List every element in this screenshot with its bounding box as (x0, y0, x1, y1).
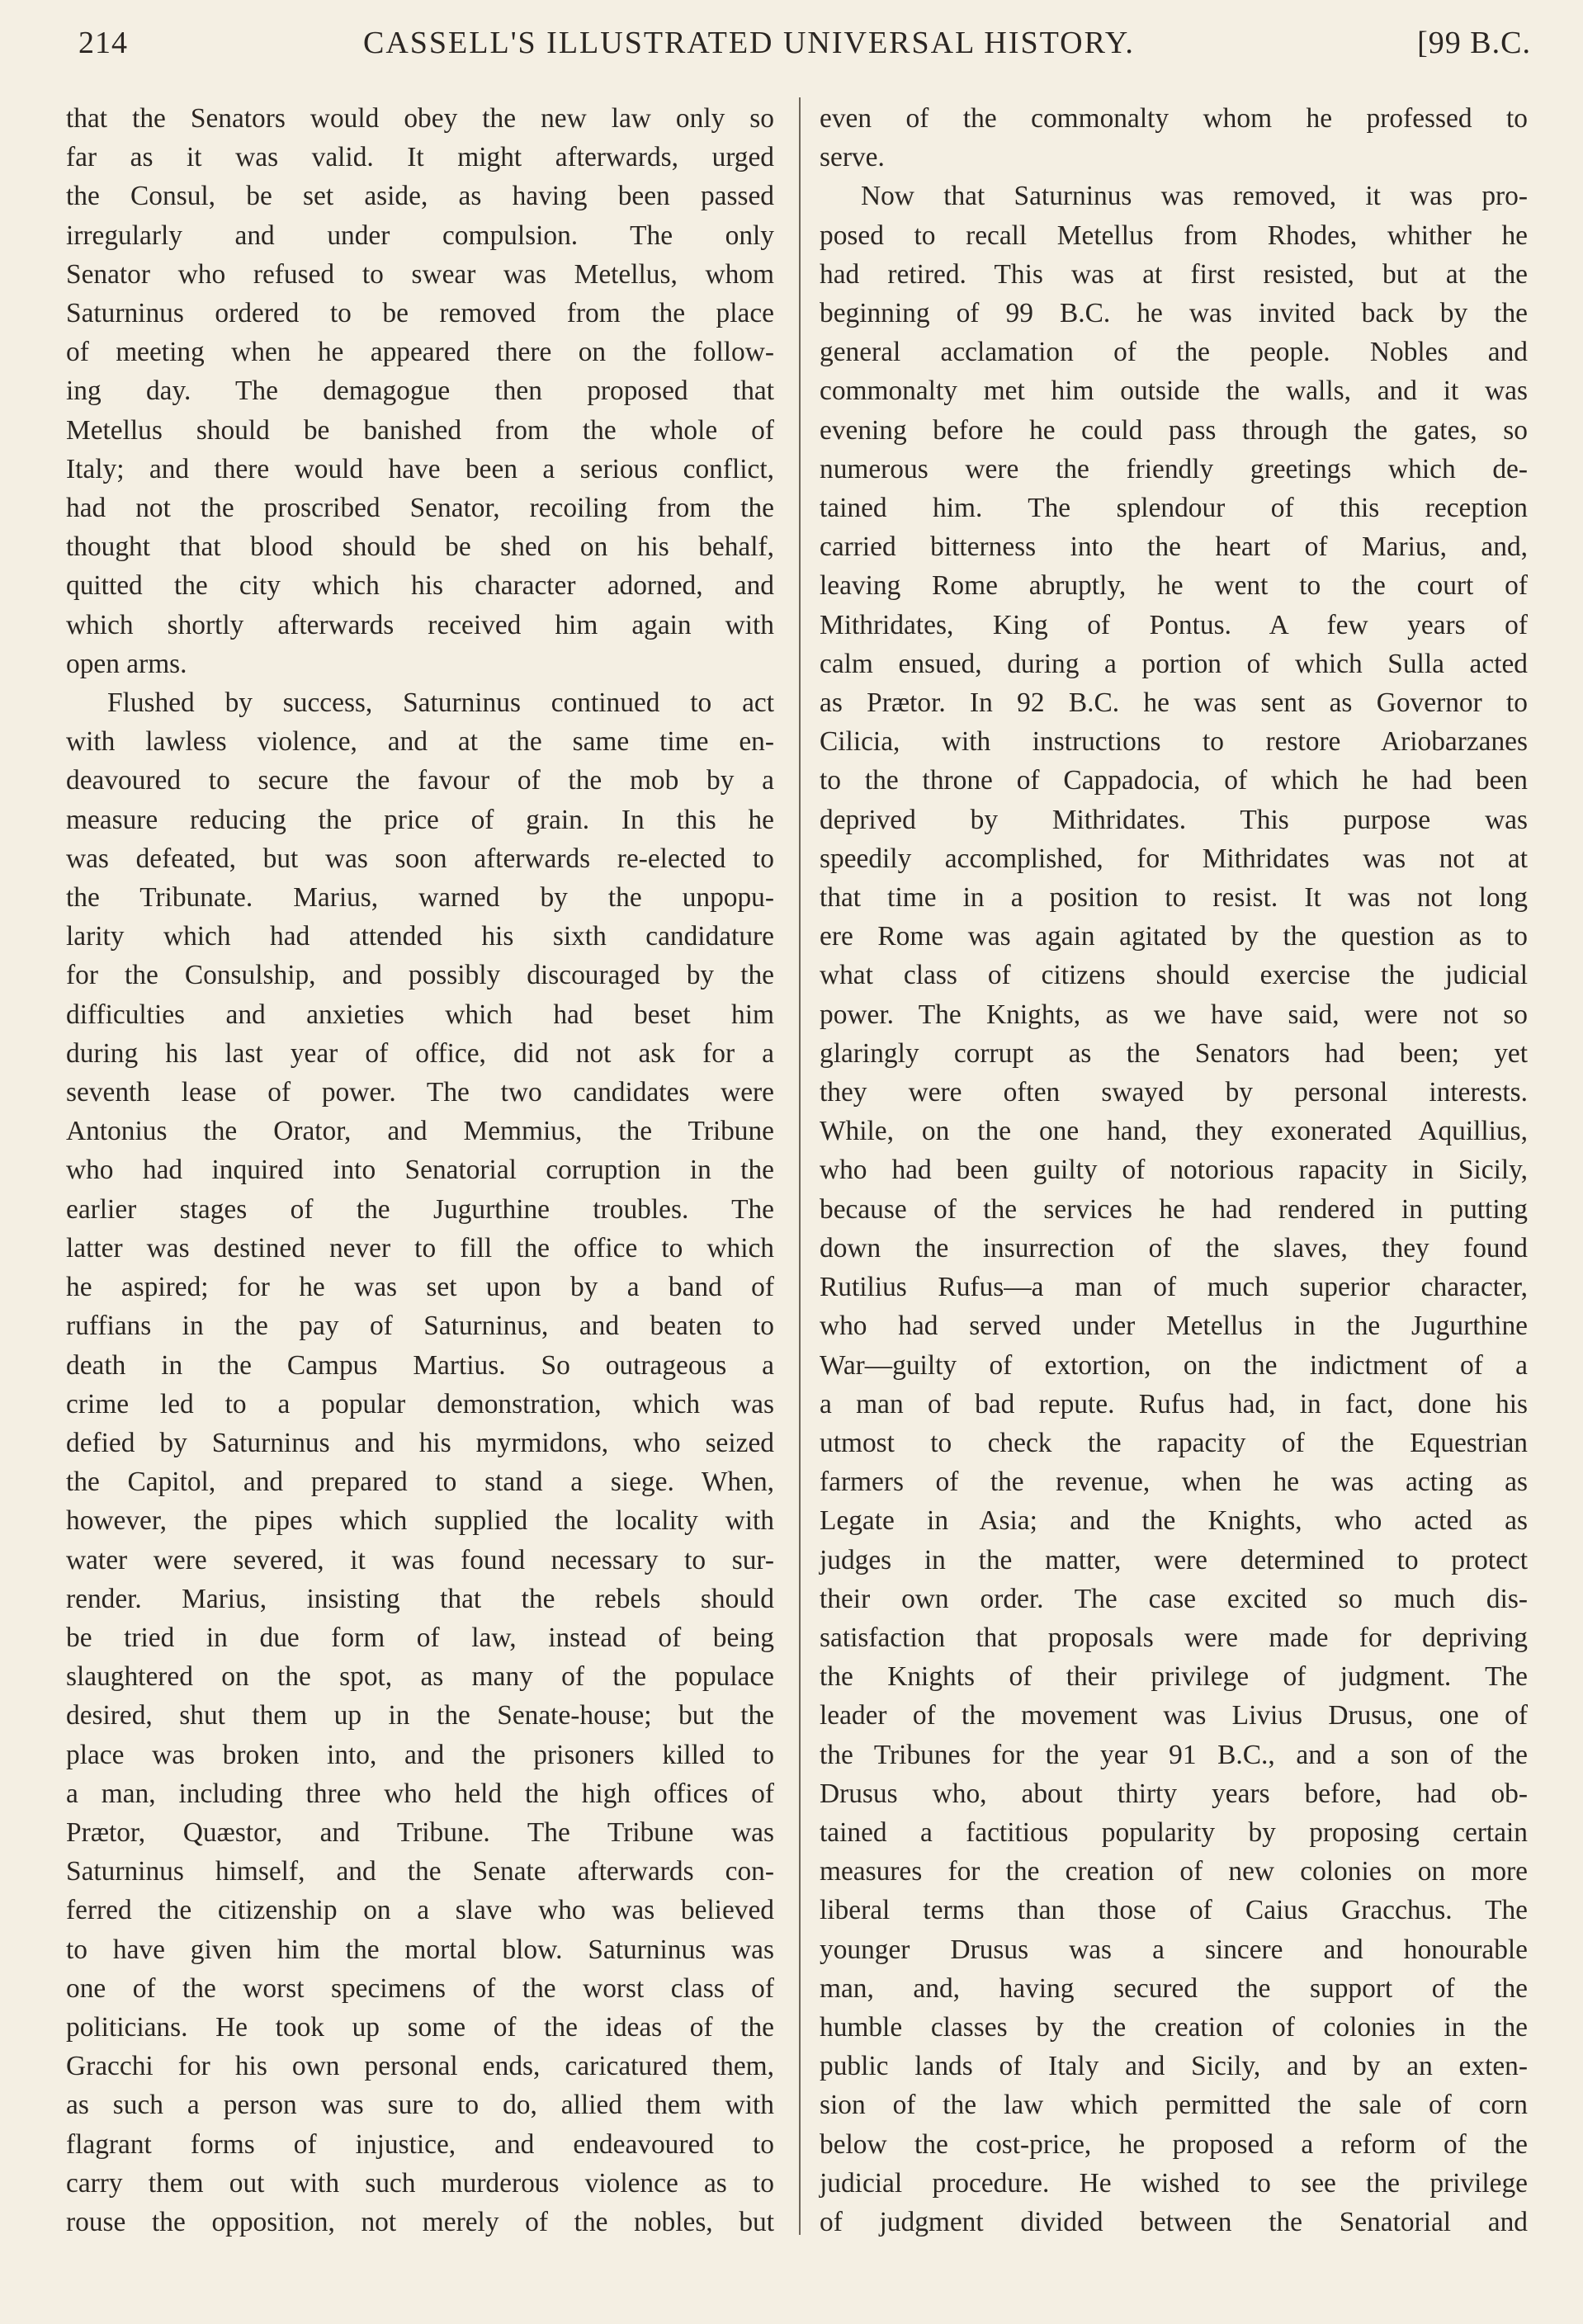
text-line: the Tribunate. Marius, warned by the unpopu- (66, 882, 774, 914)
text-line: deavoured to secure the favour of the mob by a (66, 765, 774, 796)
text-line: the Tribunes for the year 91 B.C., and a son of the (820, 1739, 1528, 1770)
text-line: during his last year of office, did not ask for a (66, 1037, 774, 1069)
column-divider (799, 97, 801, 2235)
text-line: was defeated, but was soon afterwards re-elected to (66, 843, 774, 874)
text-line: Cilicia, with instructions to restore Ariobarzanes (820, 726, 1528, 758)
text-line: larity which had attended his sixth candidature (66, 921, 774, 952)
right-column (820, 99, 1528, 2241)
text-line: humble classes by the creation of colonies in the (820, 2011, 1528, 2043)
paragraph (66, 99, 774, 683)
text-line: ruffians in the pay of Saturninus, and beaten to (66, 1311, 774, 1342)
text-line: tained a factitious popularity by proposing certain (820, 1816, 1528, 1848)
text-line: politicians. He took up some of the ideas of the (66, 2011, 774, 2043)
text-line: down the insurrection of the slaves, they found (820, 1232, 1528, 1264)
left-column (66, 99, 774, 2241)
text-line: Saturninus ordered to be removed from the place (66, 298, 774, 329)
text-line: judicial procedure. He wished to see the privilege (820, 2167, 1528, 2199)
text-line: power. The Knights, as we have said, were not so (820, 999, 1528, 1030)
text-line: public lands of Italy and Sicily, and by an exten- (820, 2051, 1528, 2082)
text-line: render. Marius, insisting that the rebels should (66, 1583, 774, 1614)
text-line: who had inquired into Senatorial corruption in the (66, 1155, 774, 1186)
text-line: beginning of 99 B.C. he was invited back by the (820, 298, 1528, 329)
text-line: leaving Rome abruptly, he went to the court of (820, 570, 1528, 602)
text-line: crime led to a popular demonstration, which was (66, 1388, 774, 1419)
text-line: for the Consulship, and possibly discouraged by the (66, 960, 774, 991)
text-line: tained him. The splendour of this reception (820, 493, 1528, 524)
text-line: difficulties and anxieties which had beset him (66, 999, 774, 1030)
text-line: Mithridates, King of Pontus. A few years of (820, 609, 1528, 640)
text-line: carry them out with such murderous violence as to (66, 2167, 774, 2199)
text-line: as such a person was sure to do, allied them with (66, 2090, 774, 2121)
text-line: man, and, having secured the support of the (820, 1972, 1528, 2004)
text-line: he aspired; for he was set upon by a band of (66, 1272, 774, 1303)
text-line: of meeting when he appeared there on the follow- (66, 337, 774, 368)
text-line: thought that blood should be shed on his behalf, (66, 531, 774, 563)
text-line: defied by Saturninus and his myrmidons, who seized (66, 1427, 774, 1458)
text-line: they were often swayed by personal interests. (820, 1077, 1528, 1108)
text-line: ing day. The demagogue then proposed that (66, 376, 774, 407)
text-line: commonalty met him outside the walls, and it was (820, 376, 1528, 407)
text-line: however, the pipes which supplied the locality with (66, 1505, 774, 1537)
text-line: carried bitterness into the heart of Marius, and, (820, 531, 1528, 563)
text-line: measures for the creation of new colonies on more (820, 1856, 1528, 1887)
text-line: to have given him the mortal blow. Saturninus was (66, 1934, 774, 1965)
text-line: irregularly and under compulsion. The only (66, 220, 774, 251)
text-line: quitted the city which his character adorned, and (66, 570, 774, 602)
text-line: War—guilty of extortion, on the indictment of a (820, 1349, 1528, 1381)
text-line: Saturninus himself, and the Senate afterwards con- (66, 1856, 774, 1887)
text-line: below the cost-price, he proposed a reform of the (820, 2128, 1528, 2160)
text-line: Prætor, Quæstor, and Tribune. The Tribune was (66, 1816, 774, 1848)
text-line: evening before he could pass through the gates, so (820, 414, 1528, 446)
text-line: Metellus should be banished from the whole of (66, 414, 774, 446)
text-line: deprived by Mithridates. This purpose was (820, 804, 1528, 835)
running-title: CASSELL'S ILLUSTRATED UNIVERSAL HISTORY. (363, 26, 1135, 60)
text-line: be tried in due form of law, instead of being (66, 1622, 774, 1653)
text-line: judges in the matter, were determined to protect (820, 1544, 1528, 1575)
text-line: Antonius the Orator, and Memmius, the Tribune (66, 1116, 774, 1147)
text-line: a man of bad repute. Rufus had, in fact, done his (820, 1388, 1528, 1419)
text-line: Gracchi for his own personal ends, caricatured them, (66, 2051, 774, 2082)
text-line: had not the proscribed Senator, recoiling from the (66, 493, 774, 524)
text-line: a man, including three who held the high offices of (66, 1778, 774, 1809)
text-line: one of the worst specimens of the worst class of (66, 1972, 774, 2004)
text-line: Senator who refused to swear was Metellus, whom (66, 258, 774, 290)
text-line: because of the services he had rendered in putting (820, 1193, 1528, 1225)
text-line: measure reducing the price of grain. In this he (66, 804, 774, 835)
text-line: as Prætor. In 92 B.C. he was sent as Governor to (820, 687, 1528, 719)
text-line: utmost to check the rapacity of the Equestrian (820, 1427, 1528, 1458)
text-line: who had served under Metellus in the Jugurthine (820, 1311, 1528, 1342)
text-line: open arms. (66, 648, 187, 679)
text-line: farmers of the revenue, when he was acting as (820, 1467, 1528, 1498)
text-line: general acclamation of the people. Nobles and (820, 337, 1528, 368)
text-line: speedily accomplished, for Mithridates was not at (820, 843, 1528, 874)
date-marker: [99 B.C. (1417, 26, 1531, 60)
text-line: Now that Saturninus was removed, it was pro- (861, 181, 1528, 212)
text-line: the Knights of their privilege of judgment. The (820, 1661, 1528, 1693)
text-line: glaringly corrupt as the Senators had been; yet (820, 1037, 1528, 1069)
text-line: earlier stages of the Jugurthine troubles. The (66, 1193, 774, 1225)
text-line: what class of citizens should exercise the judicial (820, 960, 1528, 991)
text-line: Flushed by success, Saturninus continued to act (107, 687, 774, 719)
text-line: posed to recall Metellus from Rhodes, whither he (820, 220, 1528, 251)
text-line: their own order. The case excited so much dis- (820, 1583, 1528, 1614)
text-line: ere Rome was again agitated by the question as to (820, 921, 1528, 952)
text-line: had retired. This was at first resisted, but at the (820, 258, 1528, 290)
text-line: Rutilius Rufus—a man of much superior character, (820, 1272, 1528, 1303)
running-head (78, 25, 1531, 66)
text-line: latter was destined never to fill the office to which (66, 1232, 774, 1264)
text-line: flagrant forms of injustice, and endeavoured to (66, 2128, 774, 2160)
text-line: water were severed, it was found necessary to sur- (66, 1544, 774, 1575)
text-line: far as it was valid. It might afterwards, urged (66, 142, 774, 173)
text-line: the Capitol, and prepared to stand a siege. When, (66, 1467, 774, 1498)
text-line: numerous were the friendly greetings which de- (820, 453, 1528, 484)
text-line: which shortly afterwards received him again with (66, 609, 774, 640)
text-line: Legate in Asia; and the Knights, who acted as (820, 1505, 1528, 1537)
text-line: sion of the law which permitted the sale of corn (820, 2090, 1528, 2121)
text-line: place was broken into, and the prisoners killed to (66, 1739, 774, 1770)
page-number: 214 (78, 26, 128, 60)
text-line: that time in a position to resist. It was not long (820, 882, 1528, 914)
text-line: that the Senators would obey the new law only so (66, 103, 774, 134)
text-line: the Consul, be set aside, as having been passed (66, 181, 774, 212)
text-line: desired, shut them up in the Senate-house; but the (66, 1700, 774, 1731)
text-line: of judgment divided between the Senatorial and (820, 2206, 1528, 2237)
text-line: younger Drusus was a sincere and honourable (820, 1934, 1528, 1965)
text-line: who had been guilty of notorious rapacity in Sicily, (820, 1155, 1528, 1186)
text-line: to the throne of Cappadocia, of which he had been (820, 765, 1528, 796)
text-line: death in the Campus Martius. So outrageous a (66, 1349, 774, 1381)
text-line: calm ensued, during a portion of which Sulla acted (820, 648, 1528, 679)
text-line: leader of the movement was Livius Drusus, one of (820, 1700, 1528, 1731)
paragraph (820, 177, 1528, 2241)
text-line: Drusus who, about thirty years before, had ob- (820, 1778, 1528, 1809)
paragraph (820, 99, 1528, 177)
text-line: rouse the opposition, not merely of the nobles, but (66, 2206, 774, 2237)
text-line: While, on the one hand, they exonerated Aquillius, (820, 1116, 1528, 1147)
text-line: with lawless violence, and at the same time en- (66, 726, 774, 758)
text-line: ferred the citizenship on a slave who was believed (66, 1895, 774, 1926)
paragraph (66, 683, 774, 2241)
text-line: slaughtered on the spot, as many of the populace (66, 1661, 774, 1693)
text-line: liberal terms than those of Caius Gracchus. The (820, 1895, 1528, 1926)
text-line: satisfaction that proposals were made for depriving (820, 1622, 1528, 1653)
text-line: Italy; and there would have been a serious conflict, (66, 453, 774, 484)
text-line: even of the commonalty whom he professed to (820, 103, 1528, 134)
text-line: seventh lease of power. The two candidates were (66, 1077, 774, 1108)
text-line: serve. (820, 142, 885, 173)
